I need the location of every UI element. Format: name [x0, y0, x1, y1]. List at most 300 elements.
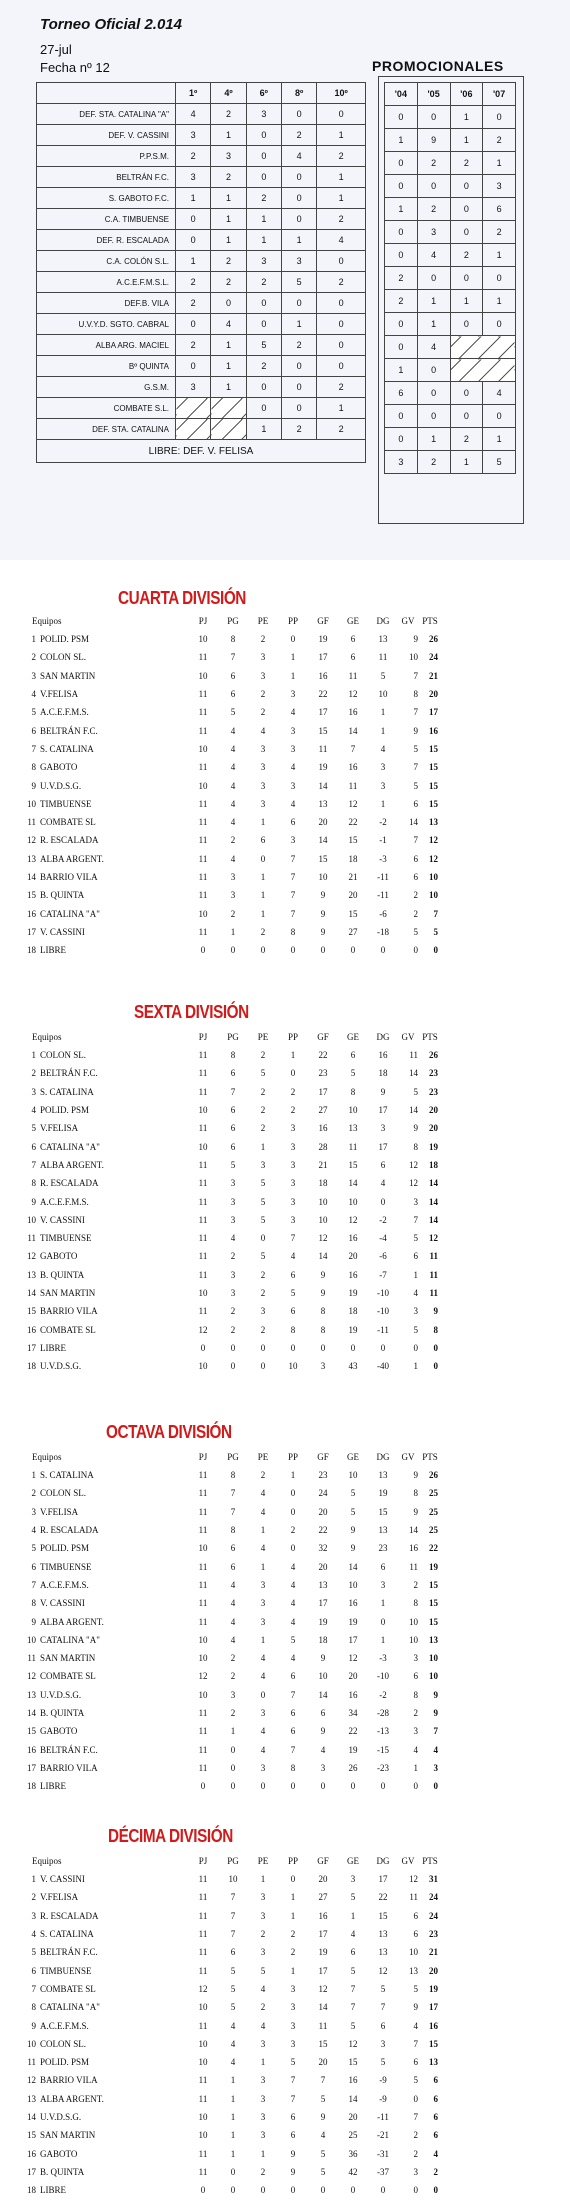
cell-pg: 1 [230, 1726, 236, 1737]
cell-pj: 11 [198, 1561, 208, 1572]
cell-ge: 3 [350, 1874, 356, 1885]
cell-ge: 6 [350, 652, 356, 663]
cell-gv: 0 [413, 2093, 418, 2104]
cell-pp: 3 [290, 743, 296, 754]
cell-pe: 1 [260, 817, 266, 828]
cell-pp: 0 [290, 1342, 296, 1353]
cell-pg: 4 [230, 780, 236, 791]
cell-ge: 19 [348, 1616, 358, 1627]
table-row [22, 1594, 442, 1612]
promo-cell: 4 [417, 336, 450, 359]
table-row [22, 1925, 442, 1943]
score-cell: 0 [246, 293, 281, 314]
cell-gf: 10 [318, 1196, 328, 1207]
cell-gf: 4 [320, 1744, 326, 1755]
cell-pp: 7 [290, 908, 296, 919]
cell-pg: 5 [230, 1965, 236, 1976]
cell-position: 17 [27, 1762, 36, 1773]
cell-team-name: COMBATE SL [40, 1324, 96, 1335]
cell-ge: 14 [348, 2093, 358, 2104]
cell-ge: 4 [350, 1929, 356, 1940]
cell-gv: 14 [409, 817, 418, 828]
cell-position: 10 [27, 1634, 36, 1645]
cell-gf: 9 [320, 926, 326, 937]
cell-gv: 1 [413, 1762, 418, 1773]
cell-pe: 3 [260, 2075, 266, 2086]
cell-team-name: ALBA ARGENT. [40, 1616, 104, 1627]
cell-position: 15 [27, 890, 36, 901]
cell-pe: 3 [260, 1616, 266, 1627]
cell-pe: 1 [260, 908, 266, 919]
table-row [22, 831, 442, 849]
cell-pp: 0 [290, 1506, 296, 1517]
cell-pg: 6 [230, 1141, 236, 1152]
cell-team-name: V. CASSINI [40, 1874, 85, 1885]
cell-pg: 4 [230, 798, 236, 809]
table-row [22, 1740, 442, 1758]
cell-pts: 9 [433, 1306, 438, 1317]
octava-standings-table [22, 1448, 442, 1795]
cell-ge: 19 [348, 1288, 358, 1298]
cell-gv: 5 [413, 780, 418, 791]
header-gf: GF [317, 616, 329, 626]
table-row [22, 1907, 442, 1925]
score-cell: 2 [211, 251, 246, 272]
cell-gf: 9 [320, 890, 326, 901]
cell-dg: -1 [379, 835, 387, 846]
cell-pe: 1 [260, 872, 266, 882]
cell-pe: 3 [260, 2112, 266, 2122]
table-row [22, 1888, 442, 1906]
cell-position: 11 [27, 2057, 36, 2068]
cell-pg: 3 [230, 1269, 236, 1280]
cell-ge: 14 [348, 725, 358, 736]
cell-pts: 20 [429, 1965, 438, 1976]
cell-pj: 11 [198, 707, 208, 718]
cell-gv: 11 [409, 1561, 418, 1572]
cell-gv: 8 [413, 1689, 418, 1700]
cell-pts: 24 [429, 1910, 438, 1921]
score-cell: 1 [317, 125, 366, 146]
header-pj: PJ [198, 616, 208, 626]
cell-dg: -9 [379, 2075, 387, 2086]
cell-team-name: GABOTO [40, 2148, 78, 2159]
cell-position: 7 [31, 1579, 36, 1590]
cell-pe: 4 [260, 1506, 266, 1517]
cell-dg: 0 [380, 1196, 386, 1207]
cell-gf: 15 [318, 2038, 328, 2049]
table-row [22, 923, 442, 941]
cell-pe: 5 [260, 1068, 266, 1079]
cell-pts: 10 [429, 1671, 438, 1682]
score-cell: 2 [246, 188, 281, 209]
cell-pp: 4 [290, 1561, 296, 1572]
cell-pp: 3 [290, 2038, 296, 2049]
cell-pe: 1 [260, 1525, 266, 1536]
cell-gf: 5 [320, 2166, 326, 2177]
cell-pe: 2 [260, 1105, 266, 1116]
cell-pp: 7 [290, 2093, 296, 2104]
cell-gf: 7 [320, 2075, 326, 2086]
score-cell: 0 [246, 398, 281, 419]
cell-pp: 4 [290, 1579, 296, 1590]
team-name: DEF. R. ESCALADA [37, 230, 176, 251]
col-header: 4º [211, 83, 246, 104]
cell-gf: 5 [320, 2093, 326, 2104]
cell-pj: 11 [198, 1306, 208, 1317]
cell-dg: 1 [380, 1634, 386, 1645]
score-cell: 0 [317, 104, 366, 125]
table-row [22, 1101, 442, 1119]
cell-pg: 8 [230, 634, 236, 645]
promo-row [385, 221, 516, 244]
cell-pg: 8 [230, 1470, 236, 1481]
cell-pts: 25 [429, 1488, 438, 1499]
cell-dg: -13 [377, 1726, 389, 1737]
header-pts: PTS [422, 616, 438, 626]
promo-row [385, 129, 516, 152]
col-header: 1º [176, 83, 211, 104]
promo-cell: 0 [450, 198, 483, 221]
cell-pts: 11 [429, 1288, 438, 1298]
promo-cell: 0 [450, 267, 483, 290]
cell-gv: 0 [413, 1781, 418, 1792]
score-cell: 2 [317, 377, 366, 398]
cell-dg: -10 [377, 1306, 389, 1317]
cell-gv: 10 [409, 1616, 418, 1627]
cell-position: 17 [27, 1342, 36, 1353]
cell-team-name: U.V.D.S.G. [40, 2112, 82, 2122]
table-row [22, 1229, 442, 1247]
cell-gv: 9 [413, 2002, 418, 2013]
cell-team-name: GABOTO [40, 1726, 78, 1737]
cell-ge: 6 [350, 634, 356, 645]
table-row [22, 1667, 442, 1685]
cell-pj: 11 [198, 1910, 208, 1921]
cell-ge: 0 [350, 1781, 356, 1792]
cell-gf: 14 [318, 780, 328, 791]
cell-dg: 4 [380, 743, 386, 754]
cell-dg: -3 [379, 1653, 387, 1664]
cell-pj: 11 [198, 1726, 208, 1737]
cell-gv: 9 [413, 1506, 418, 1517]
header-dg: DG [376, 616, 390, 626]
cell-pp: 6 [290, 1671, 296, 1682]
cell-pj: 10 [198, 1105, 208, 1116]
cell-position: 5 [31, 1123, 36, 1134]
cell-position: 6 [31, 1561, 36, 1572]
cell-pg: 5 [230, 1159, 236, 1170]
promo-empty-cell [450, 336, 516, 359]
cell-pts: 14 [429, 1214, 438, 1225]
cell-pp: 3 [290, 780, 296, 791]
cell-gf: 22 [318, 1525, 328, 1536]
promo-cell: 6 [483, 198, 516, 221]
table-row [22, 1557, 442, 1575]
table-row [22, 1284, 442, 1302]
cell-pj: 11 [198, 1762, 208, 1773]
cell-pp: 3 [290, 2020, 296, 2031]
torneo-row [37, 188, 366, 209]
promo-cell: 0 [417, 175, 450, 198]
cell-pp: 7 [290, 2075, 296, 2086]
team-name: S. GABOTO F.C. [37, 188, 176, 209]
promo-cell: 1 [417, 313, 450, 336]
cell-ge: 7 [350, 1983, 356, 1994]
cell-pj: 12 [198, 1983, 208, 1994]
table-row [22, 1266, 442, 1284]
cell-position: 6 [31, 725, 36, 736]
cell-gv: 11 [409, 1050, 418, 1061]
cell-pg: 4 [230, 743, 236, 754]
cell-pp: 4 [290, 1598, 296, 1609]
torneo-row [37, 335, 366, 356]
cell-position: 9 [31, 1196, 36, 1207]
cell-position: 9 [31, 2020, 36, 2031]
table-row [22, 2181, 442, 2199]
cell-position: 2 [31, 652, 36, 663]
score-cell: 0 [281, 167, 316, 188]
cell-ge: 36 [348, 2148, 358, 2159]
cell-pg: 8 [230, 1050, 236, 1061]
cell-gv: 12 [409, 1178, 418, 1189]
cell-gf: 15 [318, 853, 328, 864]
cell-team-name: S. CATALINA [40, 743, 94, 754]
cell-gf: 17 [318, 1965, 328, 1976]
table-row [22, 648, 442, 666]
score-cell: 5 [281, 272, 316, 293]
promo-row [385, 106, 516, 129]
score-cell: 0 [246, 146, 281, 167]
header-pj: PJ [198, 1856, 208, 1866]
cell-gv: 7 [413, 2038, 418, 2049]
promo-cell: 1 [450, 451, 483, 474]
cell-pe: 1 [260, 2057, 266, 2068]
cell-gf: 17 [318, 1598, 328, 1609]
cell-pts: 15 [429, 798, 438, 809]
cell-gf: 15 [318, 725, 328, 736]
cell-pe: 0 [260, 945, 266, 956]
cell-gv: 6 [413, 853, 418, 864]
cell-gf: 14 [318, 1251, 328, 1262]
cell-pe: 1 [260, 1874, 266, 1885]
cell-pp: 4 [290, 762, 296, 773]
cell-pj: 10 [198, 1141, 208, 1152]
col-header: 8º [281, 83, 316, 104]
cell-team-name: COLON SL. [40, 652, 87, 663]
cell-pts: 6 [433, 2130, 438, 2141]
table-row [22, 2035, 442, 2053]
score-cell: 5 [246, 335, 281, 356]
promo-row [385, 428, 516, 451]
cell-pts: 24 [429, 652, 438, 663]
cell-position: 3 [31, 670, 36, 681]
promo-row [385, 405, 516, 428]
table-row [22, 1466, 442, 1484]
torneo-date: 27-jul [40, 42, 72, 57]
cell-pj: 0 [200, 2185, 206, 2196]
cell-ge: 20 [348, 1251, 358, 1262]
cell-pj: 11 [198, 1708, 208, 1718]
cell-pts: 15 [429, 780, 438, 791]
cell-gf: 9 [320, 1726, 326, 1737]
cell-pg: 4 [230, 762, 236, 773]
cell-dg: -6 [379, 1251, 387, 1262]
cell-ge: 20 [348, 890, 358, 901]
cell-pts: 15 [429, 2038, 438, 2049]
promo-cell: 2 [385, 267, 418, 290]
cell-pj: 11 [198, 1488, 208, 1499]
score-cell: 0 [281, 188, 316, 209]
cell-dg: 18 [378, 1068, 388, 1079]
cell-team-name: B. QUINTA [40, 1708, 85, 1718]
cell-pts: 21 [429, 1947, 438, 1958]
cell-pj: 11 [198, 1892, 208, 1903]
cell-pj: 11 [198, 1525, 208, 1536]
cell-gv: 8 [413, 1488, 418, 1499]
header-pp: PP [287, 616, 298, 626]
cell-gf: 19 [318, 1947, 328, 1958]
cell-gf: 10 [318, 1671, 328, 1682]
score-cell: 3 [176, 125, 211, 146]
cell-pp: 3 [290, 725, 296, 736]
cell-gv: 2 [413, 1579, 418, 1590]
cell-gv: 5 [413, 1233, 418, 1244]
cell-pts: 17 [429, 707, 438, 718]
header-dg: DG [376, 1032, 390, 1042]
cell-pj: 11 [198, 1947, 208, 1958]
cell-gf: 19 [318, 762, 328, 773]
cell-position: 11 [27, 1653, 36, 1664]
header-ge: GE [347, 1856, 359, 1866]
cell-gv: 2 [413, 2148, 418, 2159]
score-cell [211, 398, 246, 419]
cell-dg: 17 [378, 1141, 388, 1152]
cell-pe: 1 [260, 1141, 266, 1152]
team-name: ALBA ARG. MACIEL [37, 335, 176, 356]
cell-gv: 6 [413, 798, 418, 809]
score-cell: 0 [246, 167, 281, 188]
score-cell: 1 [281, 230, 316, 251]
cell-gf: 24 [318, 1488, 328, 1499]
table-row [22, 758, 442, 776]
cell-pg: 7 [230, 652, 236, 663]
cell-pts: 3 [433, 1762, 438, 1773]
torneo-row [37, 251, 366, 272]
header-pg: PG [227, 1032, 239, 1042]
cell-pts: 19 [429, 1141, 438, 1152]
cell-gv: 6 [413, 1910, 418, 1921]
cell-pg: 6 [230, 1543, 236, 1554]
team-name: P.P.S.M. [37, 146, 176, 167]
cell-team-name: V.FELISA [40, 1892, 79, 1903]
cell-pp: 9 [290, 2148, 296, 2159]
cell-pg: 4 [230, 1579, 236, 1590]
cell-position: 13 [27, 1689, 36, 1700]
cell-pp: 3 [290, 1159, 296, 1170]
score-cell: 0 [176, 356, 211, 377]
cell-team-name: U.V.D.S.G. [40, 780, 82, 791]
sexta-standings-table [22, 1028, 442, 1375]
cell-gv: 1 [413, 1269, 418, 1280]
cell-pg: 0 [230, 2166, 236, 2177]
cell-pg: 1 [230, 2148, 236, 2159]
cell-team-name: BARRIO VILA [40, 1762, 98, 1773]
cell-gv: 0 [413, 1342, 418, 1353]
cell-pj: 11 [198, 1874, 208, 1885]
cell-pts: 15 [429, 1598, 438, 1609]
header-pp: PP [287, 1452, 298, 1462]
table-row [22, 2053, 442, 2071]
standings-header-row [22, 612, 442, 630]
cell-position: 4 [31, 1525, 36, 1536]
cell-ge: 5 [350, 1068, 356, 1079]
promo-col-header: '04 [385, 83, 418, 106]
score-cell: 0 [281, 104, 316, 125]
cell-position: 1 [31, 1874, 36, 1885]
cell-pe: 3 [260, 670, 266, 681]
table-row [22, 1521, 442, 1539]
cell-pg: 3 [230, 1196, 236, 1207]
promo-cell: 0 [417, 106, 450, 129]
torneo-row [37, 146, 366, 167]
cell-dg: 7 [380, 2002, 386, 2013]
score-cell: 2 [246, 356, 281, 377]
cell-dg: -2 [379, 817, 387, 828]
score-cell [176, 398, 211, 419]
header-gv: GV [401, 616, 415, 626]
table-row [22, 1649, 442, 1667]
cell-pp: 2 [290, 1105, 296, 1116]
table-row [22, 1704, 442, 1722]
cell-pj: 11 [198, 1196, 208, 1207]
cell-gf: 14 [318, 2002, 328, 2013]
score-cell: 4 [176, 104, 211, 125]
cell-pj: 11 [198, 1068, 208, 1079]
cell-pj: 11 [198, 1123, 208, 1134]
cell-pg: 4 [230, 1634, 236, 1645]
score-cell: 0 [281, 377, 316, 398]
cell-pts: 12 [429, 1233, 438, 1244]
cell-pj: 11 [198, 1178, 208, 1189]
table-row [22, 2126, 442, 2144]
cell-ge: 15 [348, 1159, 358, 1170]
cell-pts: 11 [429, 1251, 438, 1262]
cell-pj: 11 [198, 2093, 208, 2104]
cell-pg: 5 [230, 707, 236, 718]
cell-gf: 28 [318, 1141, 328, 1152]
cell-pe: 1 [260, 890, 266, 901]
cell-pj: 11 [198, 725, 208, 736]
score-cell: 0 [281, 293, 316, 314]
cell-ge: 11 [348, 1141, 358, 1152]
cell-pts: 23 [429, 1929, 438, 1940]
cell-position: 8 [31, 762, 36, 773]
cell-position: 15 [27, 1726, 36, 1737]
cell-team-name: CATALINA "A" [40, 1141, 100, 1152]
cell-pe: 2 [260, 707, 266, 718]
cell-gf: 0 [320, 1342, 326, 1353]
cell-ge: 18 [348, 853, 358, 864]
cell-pg: 0 [230, 1762, 236, 1773]
score-cell: 0 [246, 125, 281, 146]
team-name: C.A. TIMBUENSE [37, 209, 176, 230]
cell-pts: 0 [433, 2185, 438, 2196]
cell-pg: 1 [230, 926, 236, 937]
cell-pp: 7 [290, 853, 296, 864]
cell-position: 18 [27, 2185, 36, 2196]
cell-gv: 7 [413, 670, 418, 681]
